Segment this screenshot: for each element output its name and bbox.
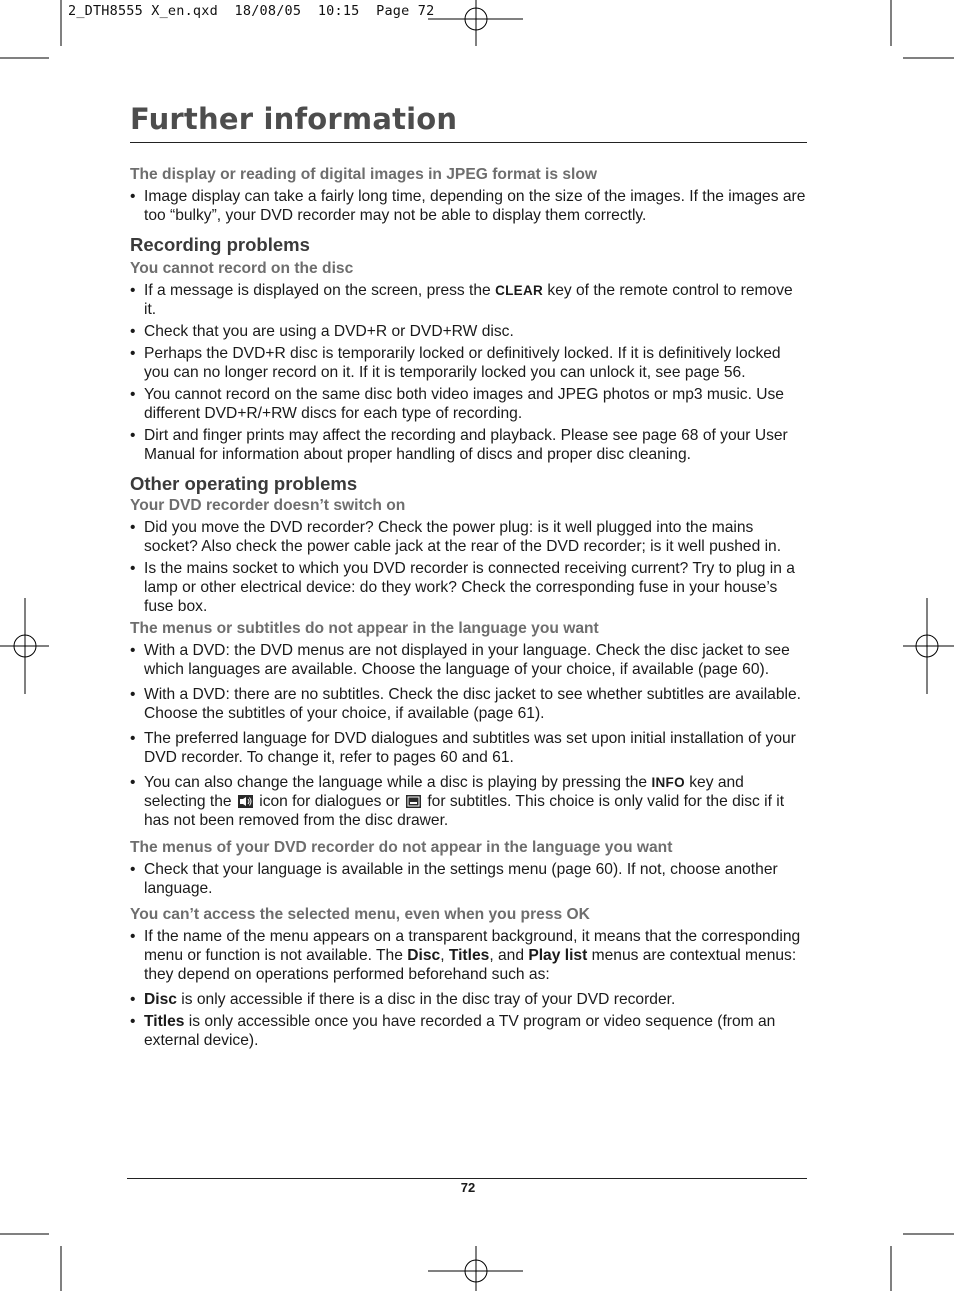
list-item: • Is the mains socket to which you DVD recorder is connected receiving current? Try to plug in a lamp or other electrical device: do they work? Check the corresponding fuse in your house’s fuse box. — [130, 559, 807, 616]
page-number: 72 — [460, 1180, 476, 1195]
recorder-menus-subheading: The menus of your DVD recorder do not appear in the language you want — [130, 839, 673, 856]
jpeg-list — [130, 187, 807, 225]
list-item: • Titles is only accessible once you have recorded a TV program or video sequence (from an external device). — [130, 1012, 807, 1050]
clear-key: CLEAR — [495, 283, 544, 298]
menu-access-subheading: You can’t access the selected menu, even when you press OK — [130, 906, 590, 923]
list-item: • With a DVD: there are no subtitles. Check the disc jacket to see whether subtitles are available. Choose the subtitles of your choice, if available (page 61). — [130, 685, 807, 723]
list-item: • The preferred language for DVD dialogues and subtitles was set upon initial installation of your DVD recorder. To change it, refer to pages 60 and 61. — [130, 729, 807, 767]
list-item: • Check that you are using a DVD+R or DVD+RW disc. — [130, 322, 807, 341]
language-subheading: The menus or subtitles do not appear in the language you want — [130, 620, 599, 637]
list-item: • Dirt and finger prints may affect the recording and playback. Please see page 68 of your User Manual for information about proper handling of discs and proper disc cleaning. — [130, 426, 807, 464]
operating-problems-title: Other operating problems — [130, 473, 358, 494]
menu-access-list — [130, 927, 807, 1050]
list-item: • If a message is displayed on the screen, press the CLEAR key of the remote control to remove it. — [130, 281, 807, 319]
list-item: • Disc is only accessible if there is a disc in the disc tray of your DVD recorder. — [130, 990, 807, 1009]
subtitle-icon — [406, 795, 421, 808]
list-item: • Did you move the DVD recorder? Check the power plug: is it well plugged into the mains socket? Also check the power cable jack at the rear of the DVD recorder; is it well pushed in. — [130, 518, 807, 556]
recording-subheading: You cannot record on the disc — [130, 260, 354, 277]
list-item: • With a DVD: the DVD menus are not displayed in your language. Check the disc jacket to see which languages are available. Choose the language of your choice, if available (page 60). — [130, 641, 807, 679]
info-key: INFO — [651, 775, 685, 790]
list-item: • Check that your language is available in the settings menu (page 60). If not, choose another language. — [130, 860, 807, 898]
recording-problems-title: Recording problems — [130, 234, 310, 255]
list-item: • Image display can take a fairly long time, depending on the size of the images. If the images are too “bulky”, your DVD recorder may not be able to display them correctly. — [130, 187, 807, 225]
switch-on-subheading: Your DVD recorder doesn’t switch on — [130, 497, 406, 514]
recorder-menus-list — [130, 860, 807, 898]
list-item: • You can also change the language while a disc is playing by pressing the INFO key and selecting the icon for dialogues or for subtitles. This choice is only valid for the disc if it has not been removed from the disc drawer. — [130, 773, 807, 830]
list-item: • Perhaps the DVD+R disc is temporarily locked or definitively locked. If it is definitively locked you can no longer record on it. If it is temporarily locked you can unlock it, see page 56. — [130, 344, 807, 382]
list-item: • You cannot record on the same disc both video images and JPEG photos or mp3 music. Use different DVD+R/+RW discs for each type of recording. — [130, 385, 807, 423]
recording-list — [130, 281, 807, 464]
jpeg-heading: The display or reading of digital images in JPEG format is slow — [130, 166, 598, 183]
footer-rule — [127, 1178, 807, 1179]
audio-dialogue-icon — [238, 795, 253, 808]
page-title: Further information — [130, 98, 807, 143]
content — [130, 165, 807, 1050]
switch-on-list — [130, 518, 807, 616]
language-list — [130, 641, 807, 830]
file-slug: 2_DTH8555 X_en.qxd 18/08/05 10:15 Page 72 — [68, 3, 435, 19]
list-item: • If the name of the menu appears on a transparent background, it means that the corresponding menu or function is not available. The Disc, Titles, and Play list menus are contextual menus: they depend on operations performed beforehand such as: — [130, 927, 807, 984]
